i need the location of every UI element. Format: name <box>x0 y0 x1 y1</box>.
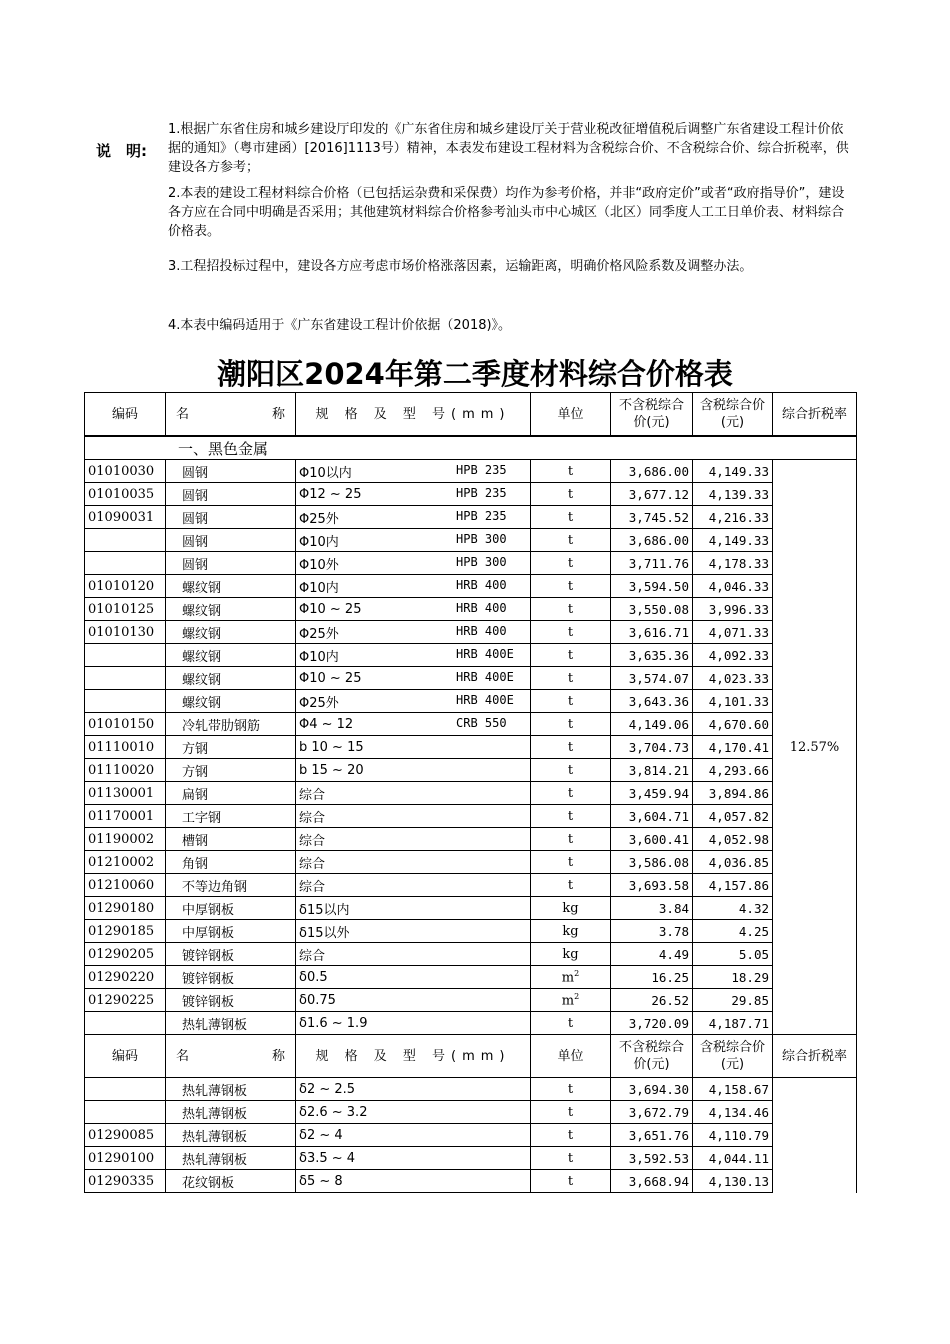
spec-size: Φ25外 <box>299 695 339 711</box>
spec-grade: HRB 400 <box>456 578 507 592</box>
spec-grade: HRB 400 <box>456 624 507 638</box>
price-inc-tax: 4,057.82 <box>693 805 773 828</box>
material-spec <box>296 1124 531 1147</box>
spec-grade: HRB 400E <box>456 693 514 707</box>
header-spec: 规 格 及 型 号(mm) <box>296 1035 531 1078</box>
table-row <box>85 1124 857 1147</box>
price-inc-tax: 4.25 <box>693 920 773 943</box>
material-unit: t <box>531 874 611 897</box>
table-row <box>85 667 857 690</box>
material-name: 镀锌钢板 <box>166 989 296 1012</box>
material-unit: t <box>531 621 611 644</box>
price-inc-tax: 4,158.67 <box>693 1078 773 1101</box>
material-spec <box>296 506 531 529</box>
price-ex-tax: 26.52 <box>611 989 693 1012</box>
material-code: 01010130 <box>85 621 166 644</box>
material-spec <box>296 667 531 690</box>
table-row <box>85 575 857 598</box>
price-inc-tax: 3,996.33 <box>693 598 773 621</box>
spec-size: Φ12 ~ 25 <box>299 486 362 502</box>
material-unit: t <box>531 552 611 575</box>
material-name: 镀锌钢板 <box>166 966 296 989</box>
spec-size: Φ10内 <box>299 649 339 665</box>
price-inc-tax: 4,071.33 <box>693 621 773 644</box>
spec-grade: HRB 400E <box>456 647 514 661</box>
table-row <box>85 897 857 920</box>
material-spec <box>296 575 531 598</box>
table-row <box>85 644 857 667</box>
material-spec <box>296 736 531 759</box>
material-code: 01010120 <box>85 575 166 598</box>
price-inc-tax: 29.85 <box>693 989 773 1012</box>
price-inc-tax: 4,216.33 <box>693 506 773 529</box>
material-unit: $m^2$ <box>531 966 611 989</box>
spec-size: 综合 <box>299 833 326 849</box>
material-name: 圆钢 <box>166 552 296 575</box>
header-spec: 规 格 及 型 号(mm) <box>296 393 531 437</box>
material-spec <box>296 782 531 805</box>
material-unit: kg <box>531 943 611 966</box>
spec-grade: HPB 300 <box>456 532 507 546</box>
table-row <box>85 874 857 897</box>
spec-size: δ2 ~ 2.5 <box>299 1081 356 1097</box>
price-inc-tax: 4,170.41 <box>693 736 773 759</box>
spec-grade: HPB 235 <box>456 486 507 500</box>
price-ex-tax: 16.25 <box>611 966 693 989</box>
price-ex-tax: 3,604.71 <box>611 805 693 828</box>
spec-size: Φ10内 <box>299 534 339 550</box>
price-inc-tax: 4,149.33 <box>693 460 773 483</box>
table-row <box>85 529 857 552</box>
material-unit: t <box>531 644 611 667</box>
table-row <box>85 736 857 759</box>
table-row <box>85 943 857 966</box>
section-row <box>85 436 857 460</box>
header-price-ex-tax: 不含税综合价(元) <box>611 1035 693 1078</box>
price-inc-tax: 4,023.33 <box>693 667 773 690</box>
spec-size: δ5 ~ 8 <box>299 1173 343 1189</box>
material-code: 01290185 <box>85 920 166 943</box>
material-code: 01290335 <box>85 1170 166 1193</box>
material-unit: t <box>531 667 611 690</box>
header-code: 编码 <box>85 1035 166 1078</box>
material-unit: kg <box>531 897 611 920</box>
price-ex-tax: 3,592.53 <box>611 1147 693 1170</box>
material-spec <box>296 483 531 506</box>
material-unit: $m^2$ <box>531 989 611 1012</box>
material-code: 01110010 <box>85 736 166 759</box>
material-spec <box>296 851 531 874</box>
material-name: 槽钢 <box>166 828 296 851</box>
material-spec <box>296 690 531 713</box>
price-inc-tax: 18.29 <box>693 966 773 989</box>
material-spec <box>296 920 531 943</box>
material-name: 中厚钢板 <box>166 897 296 920</box>
price-ex-tax: 3,635.36 <box>611 644 693 667</box>
header-unit: 单位 <box>531 1035 611 1078</box>
spec-size: 综合 <box>299 948 326 964</box>
material-spec <box>296 966 531 989</box>
material-name: 方钢 <box>166 736 296 759</box>
material-name: 圆钢 <box>166 460 296 483</box>
price-ex-tax: 3,574.07 <box>611 667 693 690</box>
spec-size: 综合 <box>299 856 326 872</box>
header-tax-rate: 综合折税率 <box>773 393 857 437</box>
spec-grade: CRB 550 <box>456 716 507 730</box>
table-row <box>85 713 857 736</box>
spec-size: Φ25外 <box>299 626 339 642</box>
material-code: 01010150 <box>85 713 166 736</box>
material-name: 花纹钢板 <box>166 1170 296 1193</box>
table-row <box>85 690 857 713</box>
material-unit: t <box>531 483 611 506</box>
material-name: 热轧薄钢板 <box>166 1147 296 1170</box>
table-row <box>85 851 857 874</box>
material-code: 01010125 <box>85 598 166 621</box>
table-row <box>85 552 857 575</box>
material-name: 螺纹钢 <box>166 667 296 690</box>
material-name: 冷轧带肋钢筋 <box>166 713 296 736</box>
material-unit: t <box>531 506 611 529</box>
table-header-row <box>85 393 857 437</box>
material-unit: t <box>531 851 611 874</box>
material-spec <box>296 644 531 667</box>
material-name: 螺纹钢 <box>166 575 296 598</box>
material-unit: t <box>531 575 611 598</box>
material-name: 扁钢 <box>166 782 296 805</box>
price-inc-tax: 4,670.60 <box>693 713 773 736</box>
material-code: 01190002 <box>85 828 166 851</box>
material-name: 热轧薄钢板 <box>166 1078 296 1101</box>
material-code: 01210002 <box>85 851 166 874</box>
price-ex-tax: 4,149.06 <box>611 713 693 736</box>
table-row <box>85 828 857 851</box>
material-unit: t <box>531 1101 611 1124</box>
material-unit: t <box>531 828 611 851</box>
material-spec <box>296 828 531 851</box>
material-code <box>85 1012 166 1035</box>
material-code: 01170001 <box>85 805 166 828</box>
material-spec <box>296 759 531 782</box>
table-row <box>85 1012 857 1035</box>
note-1: 1.根据广东省住房和城乡建设厅印发的《广东省住房和城乡建设厅关于营业税改征增值税后调整广东省建设工程计价依据的通知》（粤市建函）[2016]1113号）精神，本表发布建设工程材料为含税综合价、不含税综合价、综合折税率，供建设各方参考； <box>168 122 849 175</box>
price-ex-tax: 3,704.73 <box>611 736 693 759</box>
material-unit: t <box>531 782 611 805</box>
material-name: 热轧薄钢板 <box>166 1012 296 1035</box>
spec-size: δ0.75 <box>299 992 336 1008</box>
material-name: 热轧薄钢板 <box>166 1124 296 1147</box>
price-ex-tax: 3,459.94 <box>611 782 693 805</box>
material-code: 01290180 <box>85 897 166 920</box>
price-ex-tax: 3,694.30 <box>611 1078 693 1101</box>
spec-size: δ1.6 ~ 1.9 <box>299 1015 368 1031</box>
price-ex-tax: 3,594.50 <box>611 575 693 598</box>
spec-size: δ0.5 <box>299 969 328 985</box>
material-spec <box>296 874 531 897</box>
material-name: 角钢 <box>166 851 296 874</box>
material-spec <box>296 460 531 483</box>
header-price-inc-tax: 含税综合价(元) <box>693 1035 773 1078</box>
material-name: 圆钢 <box>166 483 296 506</box>
material-unit: t <box>531 713 611 736</box>
price-inc-tax: 4.32 <box>693 897 773 920</box>
table-row <box>85 989 857 1012</box>
material-code <box>85 644 166 667</box>
spec-size: δ15以内 <box>299 902 350 918</box>
spec-size: Φ4 ~ 12 <box>299 716 354 732</box>
material-spec <box>296 1078 531 1101</box>
spec-grade: HPB 235 <box>456 509 507 523</box>
material-spec <box>296 805 531 828</box>
price-ex-tax: 3,550.08 <box>611 598 693 621</box>
material-spec <box>296 1147 531 1170</box>
price-ex-tax: 3,643.36 <box>611 690 693 713</box>
price-inc-tax: 4,036.85 <box>693 851 773 874</box>
table-row <box>85 782 857 805</box>
price-inc-tax: 4,149.33 <box>693 529 773 552</box>
spec-size: 综合 <box>299 879 326 895</box>
spec-size: Φ10外 <box>299 557 339 573</box>
spec-size: 综合 <box>299 810 326 826</box>
price-ex-tax: 3,672.79 <box>611 1101 693 1124</box>
header-price-ex-tax: 不含税综合价(元) <box>611 393 693 437</box>
material-unit: t <box>531 598 611 621</box>
spec-size: δ2.6 ~ 3.2 <box>299 1104 368 1120</box>
spec-grade: HRB 400 <box>456 601 507 615</box>
price-inc-tax: 4,110.79 <box>693 1124 773 1147</box>
material-spec <box>296 713 531 736</box>
table-row <box>85 759 857 782</box>
material-code: 01290100 <box>85 1147 166 1170</box>
price-table <box>84 392 857 1193</box>
price-ex-tax: 3,651.76 <box>611 1124 693 1147</box>
material-name: 方钢 <box>166 759 296 782</box>
spec-size: Φ25外 <box>299 511 339 527</box>
price-ex-tax: 3.84 <box>611 897 693 920</box>
material-unit: t <box>531 1147 611 1170</box>
material-code <box>85 1078 166 1101</box>
header-tax-rate: 综合折税率 <box>773 1035 857 1078</box>
material-unit: t <box>531 690 611 713</box>
material-code: 01010030 <box>85 460 166 483</box>
price-ex-tax: 3,711.76 <box>611 552 693 575</box>
spec-size: 综合 <box>299 787 326 803</box>
material-name: 中厚钢板 <box>166 920 296 943</box>
material-unit: t <box>531 1012 611 1035</box>
price-ex-tax: 3,677.12 <box>611 483 693 506</box>
material-spec <box>296 1012 531 1035</box>
price-ex-tax: 3,686.00 <box>611 460 693 483</box>
price-inc-tax: 4,052.98 <box>693 828 773 851</box>
price-inc-tax: 4,046.33 <box>693 575 773 598</box>
note-4: 4.本表中编码适用于《广东省建设工程计价依据（2018)》。 <box>168 318 512 333</box>
material-spec <box>296 989 531 1012</box>
material-code <box>85 667 166 690</box>
price-ex-tax: 3,693.58 <box>611 874 693 897</box>
price-ex-tax: 3,686.00 <box>611 529 693 552</box>
material-name: 工字钢 <box>166 805 296 828</box>
material-spec <box>296 1170 531 1193</box>
table-header-row <box>85 1035 857 1078</box>
material-unit: t <box>531 529 611 552</box>
price-ex-tax: 3,720.09 <box>611 1012 693 1035</box>
price-inc-tax: 3,894.86 <box>693 782 773 805</box>
spec-size: b 15 ~ 20 <box>299 762 364 778</box>
table-row <box>85 621 857 644</box>
price-ex-tax: 3,600.41 <box>611 828 693 851</box>
header-unit: 单位 <box>531 393 611 437</box>
spec-grade: HPB 300 <box>456 555 507 569</box>
header-price-inc-tax: 含税综合价(元) <box>693 393 773 437</box>
price-inc-tax: 4,101.33 <box>693 690 773 713</box>
material-name: 圆钢 <box>166 529 296 552</box>
table-row <box>85 1101 857 1124</box>
header-code: 编码 <box>85 393 166 437</box>
material-code <box>85 690 166 713</box>
material-code: 01210060 <box>85 874 166 897</box>
price-ex-tax: 4.49 <box>611 943 693 966</box>
spec-size: δ2 ~ 4 <box>299 1127 343 1143</box>
material-spec <box>296 943 531 966</box>
note-3: 3.工程招投标过程中，建设各方应考虑市场价格涨落因素，运输距离，明确价格风险系数及调整办法。 <box>168 259 753 274</box>
notes-label: 说 明: <box>96 142 147 160</box>
price-inc-tax: 4,157.86 <box>693 874 773 897</box>
price-inc-tax: 5.05 <box>693 943 773 966</box>
table-row <box>85 1147 857 1170</box>
price-ex-tax: 3,586.08 <box>611 851 693 874</box>
header-name: 名 称 <box>166 1035 296 1078</box>
spec-size: Φ10 ~ 25 <box>299 601 362 617</box>
material-unit: t <box>531 759 611 782</box>
tax-rate-empty <box>773 1078 857 1193</box>
table-row <box>85 966 857 989</box>
table-row <box>85 598 857 621</box>
spec-grade: HPB 235 <box>456 463 507 477</box>
table-row <box>85 1078 857 1101</box>
table-row <box>85 805 857 828</box>
price-ex-tax: 3,668.94 <box>611 1170 693 1193</box>
price-inc-tax: 4,092.33 <box>693 644 773 667</box>
spec-size: δ3.5 ~ 4 <box>299 1150 356 1166</box>
price-ex-tax: 3.78 <box>611 920 693 943</box>
price-ex-tax: 3,745.52 <box>611 506 693 529</box>
table-row <box>85 506 857 529</box>
material-unit: t <box>531 460 611 483</box>
price-inc-tax: 4,130.13 <box>693 1170 773 1193</box>
material-name: 镀锌钢板 <box>166 943 296 966</box>
material-code: 01290205 <box>85 943 166 966</box>
material-spec <box>296 552 531 575</box>
table-row <box>85 460 857 483</box>
price-inc-tax: 4,187.71 <box>693 1012 773 1035</box>
material-code: 01010035 <box>85 483 166 506</box>
material-name: 不等边角钢 <box>166 874 296 897</box>
price-inc-tax: 4,044.11 <box>693 1147 773 1170</box>
spec-size: Φ10以内 <box>299 465 352 481</box>
material-unit: t <box>531 1124 611 1147</box>
price-inc-tax: 4,178.33 <box>693 552 773 575</box>
material-spec <box>296 598 531 621</box>
material-code: 01090031 <box>85 506 166 529</box>
price-inc-tax: 4,293.66 <box>693 759 773 782</box>
material-unit: kg <box>531 920 611 943</box>
spec-size: δ15以外 <box>299 925 350 941</box>
material-code: 01290220 <box>85 966 166 989</box>
material-code: 01290085 <box>85 1124 166 1147</box>
material-spec <box>296 529 531 552</box>
material-code <box>85 1101 166 1124</box>
price-inc-tax: 4,134.46 <box>693 1101 773 1124</box>
material-unit: t <box>531 1170 611 1193</box>
table-row <box>85 483 857 506</box>
price-ex-tax: 3,616.71 <box>611 621 693 644</box>
spec-size: Φ10内 <box>299 580 339 596</box>
material-spec <box>296 897 531 920</box>
header-name: 名 称 <box>166 393 296 437</box>
spec-grade: HRB 400E <box>456 670 514 684</box>
tax-rate-value: 12.57% <box>773 460 857 1035</box>
material-name: 螺纹钢 <box>166 598 296 621</box>
material-spec <box>296 621 531 644</box>
section-title: 一、黑色金属 <box>85 436 857 460</box>
material-code: 01290225 <box>85 989 166 1012</box>
material-code <box>85 552 166 575</box>
material-code: 01110020 <box>85 759 166 782</box>
table-row <box>85 920 857 943</box>
material-name: 螺纹钢 <box>166 644 296 667</box>
material-spec <box>296 1101 531 1124</box>
price-ex-tax: 3,814.21 <box>611 759 693 782</box>
material-unit: t <box>531 805 611 828</box>
material-code: 01130001 <box>85 782 166 805</box>
material-code <box>85 529 166 552</box>
material-unit: t <box>531 736 611 759</box>
material-unit: t <box>531 1078 611 1101</box>
spec-size: b 10 ~ 15 <box>299 739 364 755</box>
material-name: 螺纹钢 <box>166 690 296 713</box>
note-2: 2.本表的建设工程材料综合价格（已包括运杂费和采保费）均作为参考价格，并非“政府定价”或者“政府指导价”，建设各方应在合同中明确是否采用；其他建筑材料综合价格参考汕头市中心城区（北区）同季度人工工日单价表、材料综合价格表。 <box>168 186 845 239</box>
table-row <box>85 1170 857 1193</box>
material-name: 热轧薄钢板 <box>166 1101 296 1124</box>
material-name: 螺纹钢 <box>166 621 296 644</box>
price-inc-tax: 4,139.33 <box>693 483 773 506</box>
page-title: 潮阳区2024年第二季度材料综合价格表 <box>217 357 733 391</box>
spec-size: Φ10 ~ 25 <box>299 670 362 686</box>
material-name: 圆钢 <box>166 506 296 529</box>
